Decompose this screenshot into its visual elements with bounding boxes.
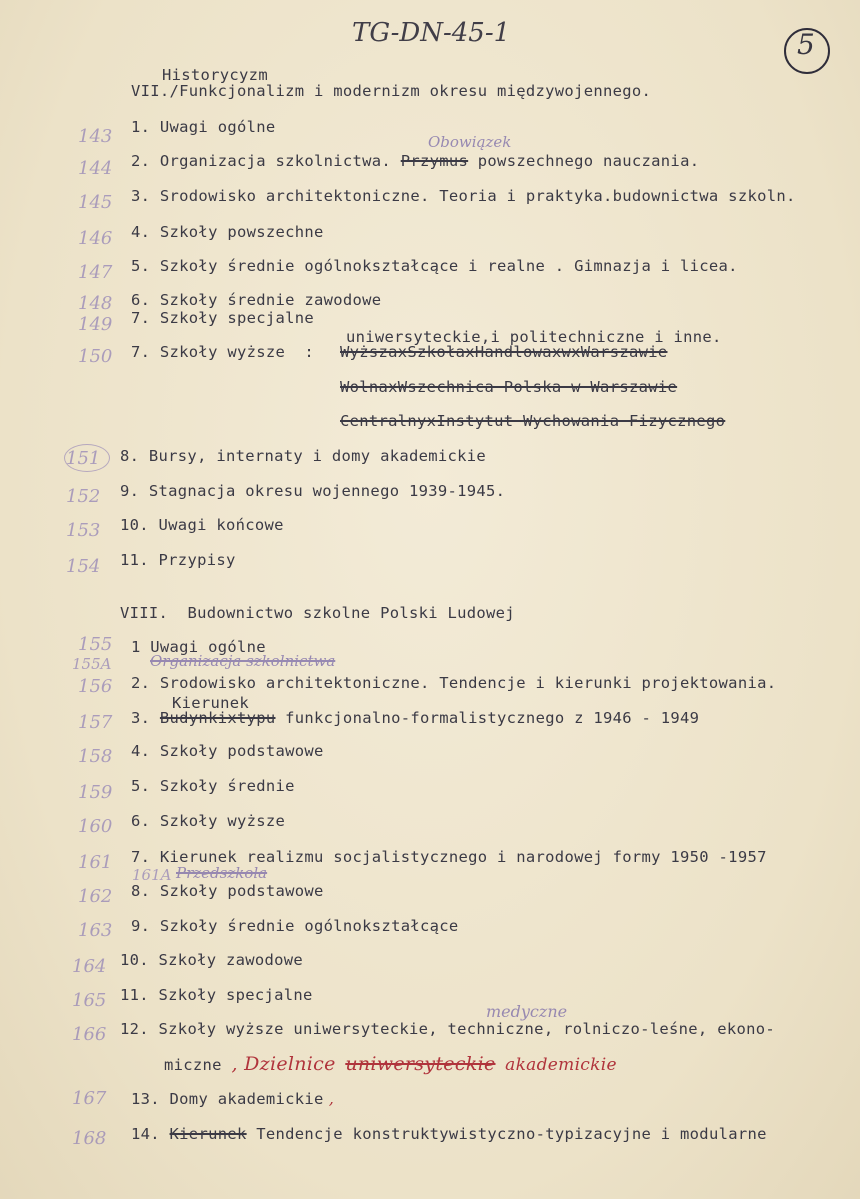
list-item: 10. Uwagi końcowe — [120, 516, 284, 534]
list-item: 13. Domy akademickie , — [131, 1090, 335, 1108]
list-item: 11. Przypisy — [120, 551, 236, 569]
list-item: 9. Stagnacja okresu wojennego 1939-1945. — [120, 482, 506, 500]
margin-number: 160 — [78, 816, 113, 837]
margin-number: 154 — [66, 556, 101, 577]
list-item: 14. Kierunek Tendencje konstruktywistyczno-typizacyjne i modularne — [131, 1125, 767, 1143]
list-item: 6. Szkoły wyższe — [131, 812, 286, 830]
list-item: 3. Srodowisko architektoniczne. Teoria i praktyka.budownictwa szkoln. — [131, 187, 796, 205]
margin-number: 168 — [72, 1128, 107, 1149]
list-item: 1. Uwagi ogólne — [131, 118, 276, 136]
list-item: 7. Szkoły specjalne — [131, 309, 315, 327]
margin-number: 158 — [78, 746, 113, 767]
list-item: 7. Kierunek realizmu socjalistycznego i narodowej formy 1950 -1957 — [131, 848, 767, 866]
margin-number: 146 — [78, 228, 113, 249]
document-code: TG-DN-45-1 — [352, 18, 511, 48]
margin-number: 143 — [78, 126, 113, 147]
margin-number: 163 — [78, 920, 113, 941]
margin-number: 159 — [78, 782, 113, 803]
handwritten-insert: medyczne — [486, 1002, 568, 1021]
margin-number: 147 — [78, 262, 113, 283]
page-number: 5 — [797, 28, 815, 61]
margin-number: 150 — [78, 346, 113, 367]
list-item: 10. Szkoły zawodowe — [120, 951, 304, 969]
list-item: 2. Srodowisko architektoniczne. Tendencje i kierunki projektowania. — [131, 674, 777, 692]
margin-number: 151 — [66, 448, 101, 469]
handwritten-insert: Obowiązek — [428, 133, 512, 151]
margin-number: 152 — [66, 486, 101, 507]
overtype-insert: Kierunek — [172, 694, 250, 712]
margin-number: 153 — [66, 520, 101, 541]
struck-text: CentralnyxInstytut Wychowania Fizycznego — [340, 412, 726, 430]
margin-number: 157 — [78, 712, 113, 733]
margin-number: 145 — [78, 192, 113, 213]
margin-number: 148 — [78, 293, 113, 314]
overtype-insert: uniwersyteckie,i politechniczne i inne. — [346, 328, 722, 346]
list-item: 4. Szkoły podstawowe — [131, 742, 324, 760]
handwritten-struck: Przedszkola — [176, 864, 268, 882]
struck-text: WyższaxSzkołaxHandlowaxwxWarszawie — [340, 343, 668, 361]
chapter-vii-title: VII./Funkcjonalizm i modernizm okresu międzywojennego. — [131, 82, 652, 100]
list-item: 12. Szkoły wyższe uniwersyteckie, techniczne, rolniczo-leśne, ekono- — [120, 1020, 775, 1038]
list-item: 11. Szkoły specjalne — [120, 986, 313, 1004]
list-item: 5. Szkoły średnie ogólnokształcące i realne . Gimnazja i licea. — [131, 257, 738, 275]
margin-number: 149 — [78, 314, 113, 335]
list-item: 6. Szkoły średnie zawodowe — [131, 291, 382, 309]
margin-number: 165 — [72, 990, 107, 1011]
list-item: 8. Bursy, internaty i domy akademickie — [120, 447, 487, 465]
list-item: 4. Szkoły powszechne — [131, 223, 324, 241]
margin-number: 155 — [78, 634, 113, 655]
margin-number: 161A — [132, 866, 172, 884]
margin-number: 162 — [78, 886, 113, 907]
margin-number: 161 — [78, 852, 113, 873]
list-item: 1 Uwagi ogólne — [131, 638, 266, 656]
struck-text: WolnaxWszechnica Polska w Warszawie — [340, 378, 678, 396]
list-item: 3. Budynkixtypu funkcjonalno-formalistycznego z 1946 - 1949 — [131, 709, 700, 727]
margin-number: 144 — [78, 158, 113, 179]
list-item: 2. Organizacja szkolnictwa. Przymus powszechnego nauczania. — [131, 152, 700, 170]
list-item: 7. Szkoły wyższe : — [131, 343, 315, 361]
chapter-vii-prefix: Historycyzm — [162, 66, 268, 84]
list-item: 5. Szkoły średnie — [131, 777, 295, 795]
list-item: 9. Szkoły średnie ogólnokształcące — [131, 917, 459, 935]
margin-number: 155A — [72, 655, 112, 673]
list-item-continuation: miczne , Dzielnice uniwersyteckie akademickie — [164, 1053, 617, 1075]
margin-number: 156 — [78, 676, 113, 697]
margin-number: 164 — [72, 956, 107, 977]
margin-number: 167 — [72, 1088, 107, 1109]
handwritten-struck: Organizacja szkolnictwa — [150, 652, 336, 670]
list-item: 8. Szkoły podstawowe — [131, 882, 324, 900]
margin-number: 166 — [72, 1024, 107, 1045]
chapter-viii-title: VIII. Budownictwo szkolne Polski Ludowej — [120, 604, 515, 622]
margin-circle — [64, 444, 110, 472]
